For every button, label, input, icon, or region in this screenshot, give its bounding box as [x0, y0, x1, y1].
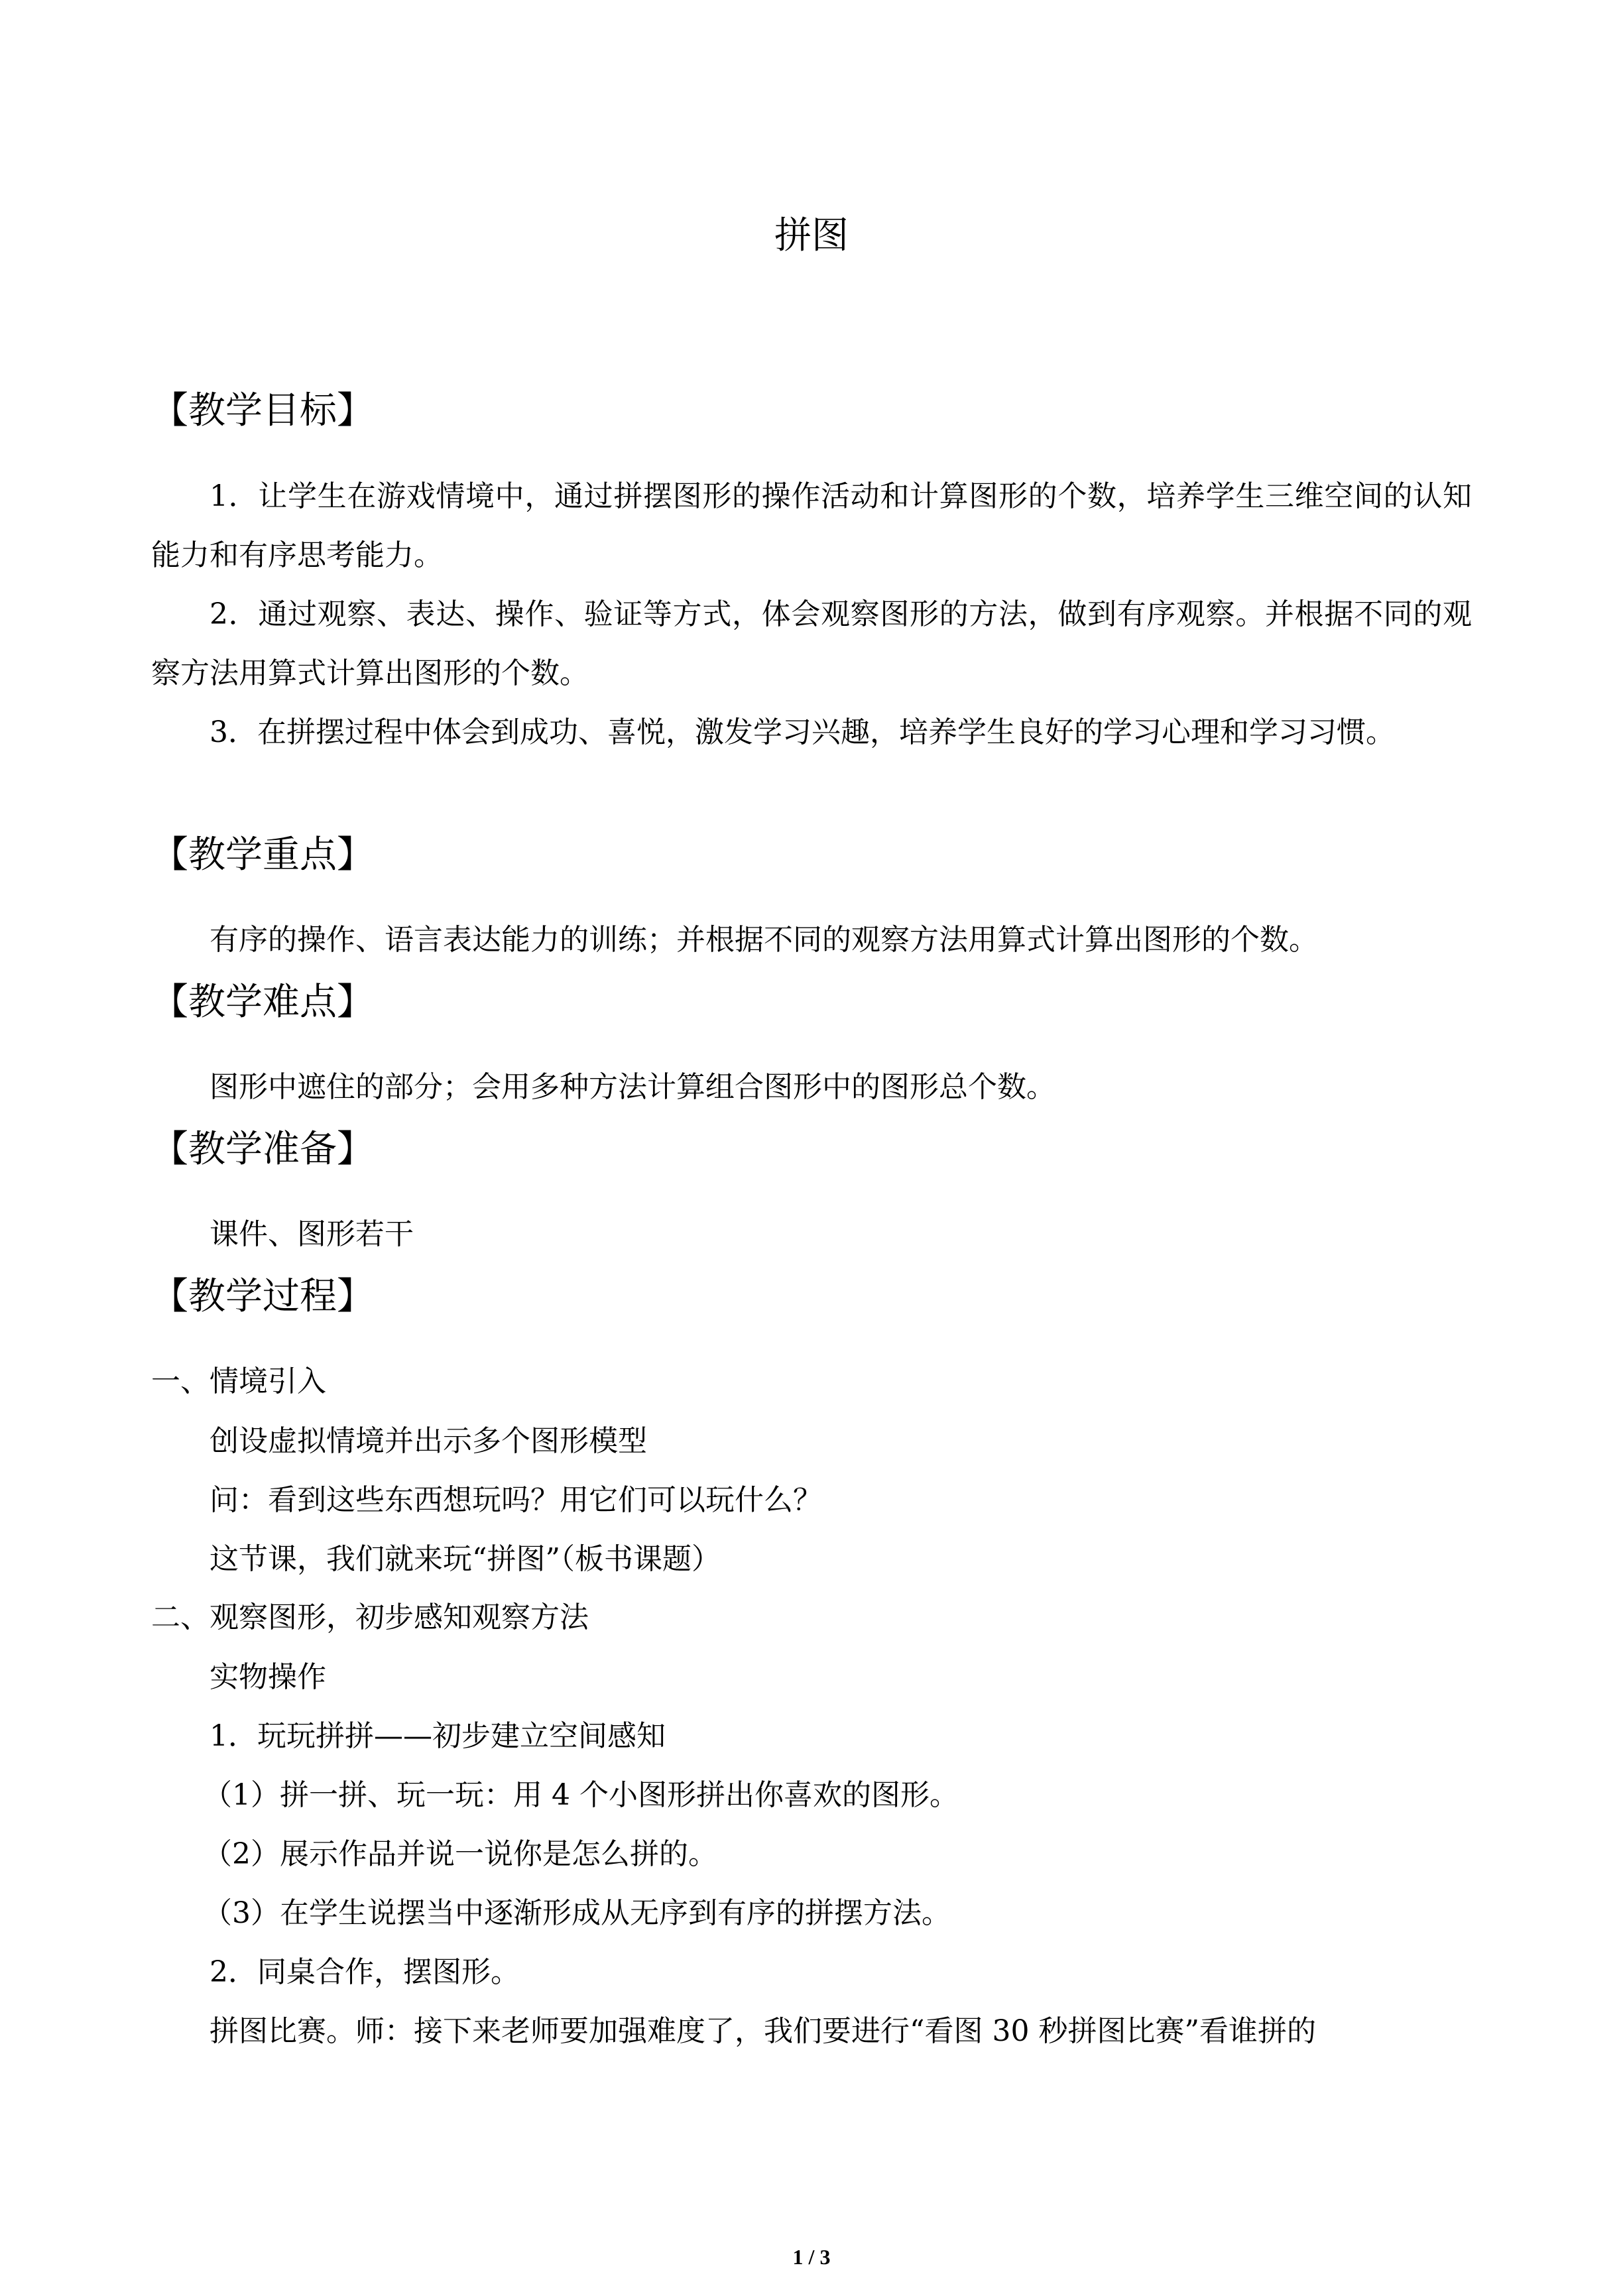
- page-title: 拼图: [774, 214, 849, 257]
- process-line: 这节课，我们就来玩“拼图”（板书课题）: [210, 1542, 721, 1576]
- process-line: 问：看到这些东西想玩吗？用它们可以玩什么？: [210, 1483, 822, 1517]
- preparation-text: 课件、图形若干: [210, 1217, 414, 1251]
- process-line: 实物操作: [210, 1660, 326, 1694]
- objectives-heading: 【教学目标】: [151, 389, 374, 432]
- process-line: （1）拼一拼、玩一玩：用 4 个小图形拼出你喜欢的图形。: [203, 1778, 959, 1812]
- process-line: 2．同桌合作，摆图形。: [210, 1955, 520, 1989]
- key-points-text: 有序的操作、语言表达能力的训练；并根据不同的观察方法用算式计算出图形的个数。: [210, 923, 1318, 957]
- difficulties-text: 图形中遮住的部分；会用多种方法计算组合图形中的图形总个数。: [210, 1070, 1055, 1104]
- process-line: 1．玩玩拼拼——初步建立空间感知: [210, 1719, 666, 1753]
- process-line: （2）展示作品并说一说你是怎么拼的。: [203, 1837, 717, 1871]
- process-line: 创设虚拟情境并出示多个图形模型: [210, 1424, 647, 1458]
- difficulties-heading: 【教学难点】: [151, 981, 374, 1024]
- process-line: 二、观察图形，初步感知观察方法: [151, 1601, 589, 1634]
- objective-item-3: 3．在拼摆过程中体会到成功、喜悦，激发学习兴趣，培养学生良好的学习心理和学习习惯。: [210, 715, 1395, 749]
- preparation-heading: 【教学准备】: [151, 1128, 374, 1171]
- page-number: 1 / 3: [792, 2245, 831, 2269]
- process-line: （3）在学生说摆当中逐渐形成从无序到有序的拼摆方法。: [203, 1896, 951, 1930]
- objective-item-2: 2．通过观察、表达、操作、验证等方式，体会观察图形的方法，做到有序观察。并根据不同的观察方法用算式计算出图形的个数。: [151, 597, 1472, 690]
- key-points-heading: 【教学重点】: [151, 833, 374, 876]
- process-line: 拼图比赛。师：接下来老师要加强难度了，我们要进行“看图 30 秒拼图比赛”看谁拼的: [210, 2014, 1316, 2048]
- process-heading: 【教学过程】: [151, 1275, 374, 1318]
- process-line: 一、情境引入: [151, 1364, 326, 1398]
- objective-item-1: 1．让学生在游戏情境中，通过拼摆图形的操作活动和计算图形的个数，培养学生三维空间的认知能力和有序思考能力。: [151, 479, 1472, 572]
